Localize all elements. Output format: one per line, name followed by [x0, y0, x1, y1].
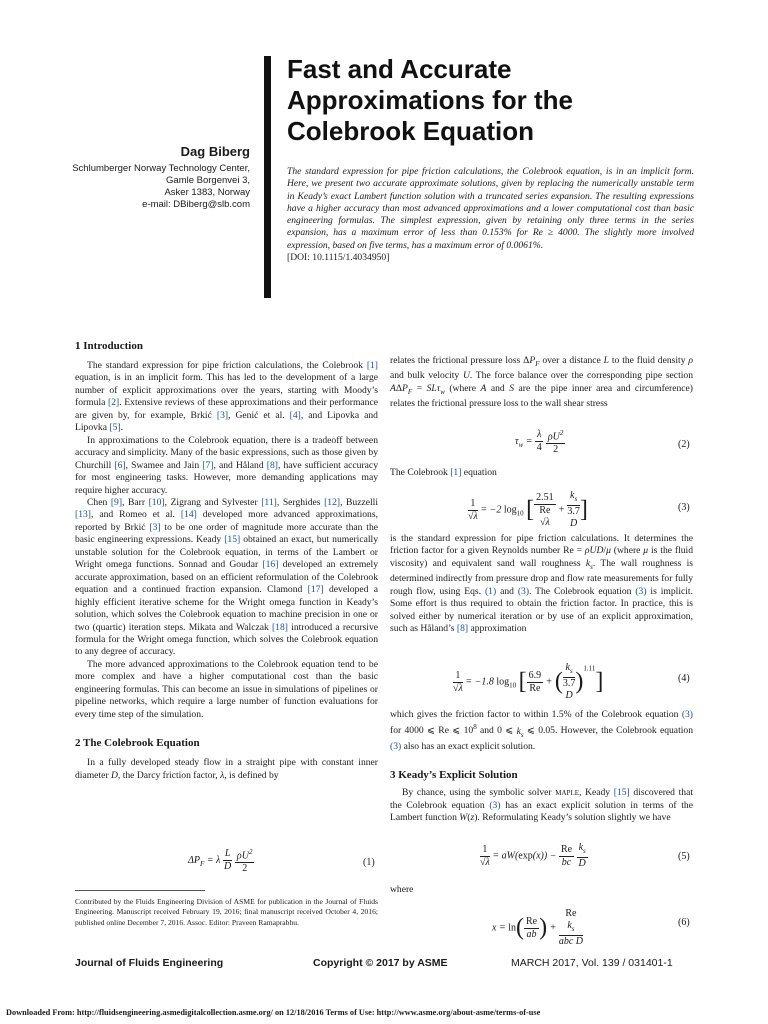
title-line-1: Fast and Accurate — [287, 54, 512, 84]
section-heading-colebrook: 2 The Colebrook Equation — [75, 737, 200, 750]
footer-copyright: Copyright © 2017 by ASME — [313, 957, 448, 969]
abstract — [287, 166, 694, 264]
title-bar — [264, 56, 271, 298]
paragraph: The standard expression for pipe friction calculations, the Colebrook [1] equation, is in an implicit form. This has led to the development of a large number of explicit approximations over the years, starting with Moody’s formula [2]. Extensive reviews of these approximations and their performance are given by, for example, Brkić [3], Genić et al. [4], and Lipovka and Lipovka [5]. — [75, 360, 378, 434]
author-name: Dag Biberg — [180, 144, 250, 159]
right-column-top — [390, 355, 693, 411]
colebrook-intro — [390, 467, 693, 479]
equation-number: (3) — [678, 502, 690, 513]
paragraph: is the standard expression for pipe friction calculations. It determines the friction factor for a given Reynolds number Re = ρUD/μ (where μ is the fluid viscosity) and equivalent sand wall roughness $k_s$. The wall roughness is determined indirectly from pressure drop and flow rate measurements for fully rough flow, using Eqs. (1) and (3). The Colebrook equation (3) is implicit. Some effort is thus required to obtain the friction factor. In practice, this is solved either by numerical iteration or by use of an explicit approximation, such as Håland’s [8] approximation — [390, 533, 694, 635]
footer-journal: Journal of Fluids Engineering — [75, 957, 224, 969]
paragraph: relates the frictional pressure loss $\Delta P_F$ over a distance L to the fluid density ρ and bulk velocity U. The force balance over the corresponding pipe section $A\Delta P_F = SL\tau_w$ (where A and S are the pipe inner area and circumference) relates the frictional pressure loss to the wall shear stress — [390, 355, 693, 410]
equation-4: $\frac{1}{√\lambda}$ = −1.8 $\log_{10}$ [ $\frac{6.9}{Re}$ + ( $k_s$ 3.7 D )$^{1.11}$] — [453, 662, 604, 701]
where-label: where — [390, 884, 414, 895]
author-affiliation-1: Schlumberger Norway Technology Center, — [72, 163, 250, 174]
equation-number: (2) — [678, 439, 690, 450]
section-heading-intro: 1 Introduction — [75, 340, 143, 352]
author-block — [72, 144, 250, 211]
equation-1: $\Delta P_F = \lambda$ $\frac{L}{D}$ $\frac{\rho U^2}{2}$ — [188, 848, 253, 875]
equation-number: (5) — [678, 851, 690, 862]
download-line[interactable]: Downloaded From: http://fluidsengineering.asmedigitalcollection.asme.org/ on 12/18/2016 Terms of Use: http://www.asme.org/about-asme/terms-of-use — [6, 1008, 541, 1017]
title-line-2: Approximations for the — [287, 85, 574, 115]
equation-2: $\tau_w$ = $\frac{\lambda}{4}$ $\frac{\rho U^2}{2}$ — [515, 429, 564, 456]
paragraph: The Colebrook [1] equation — [390, 467, 497, 478]
paragraph: In approximations to the Colebrook equation, there is a tradeoff between accuracy and simplicity. Many of the basic expressions, such as those given by Churchill [6], Swamee and Jain [7], and Håland [8], have sufficient accuracy for most engineering tasks. However, more demanding applications may require higher accuracy. — [75, 434, 378, 496]
paragraph: The more advanced approximations to the Colebrook equation tend to be more complex and have a higher computational cost than the basic engineering formulas. This can become an issue in simulations of pipelines or pipeline networks, which require a large number of function evaluations for every time step of the simulation. — [75, 658, 378, 720]
author-affiliation-3: Asker 1383, Norway — [164, 187, 250, 198]
right-column-mid — [390, 533, 693, 636]
paragraph: which gives the friction factor to within 1.5% of the Colebrook equation (3) for 4000 ⩽ Re ⩽ $10^8$ and 0 ⩽ $k_s$ ⩽ 0.05. However, the Colebrook equation (3) also has an exact explicit solution. — [390, 709, 693, 752]
right-column-mid2 — [390, 709, 693, 825]
footer-issue: MARCH 2017, Vol. 139 / 031401-1 — [511, 957, 673, 969]
author-email: e-mail: DBiberg@slb.com — [142, 199, 250, 210]
author-affiliation-2: Gamle Borgenvei 3, — [166, 175, 250, 186]
equation-number: (6) — [678, 917, 690, 928]
equation-5: $\frac{1}{√\lambda}$ = aW(exp(x)) − $\frac{Re}{bc}$ $\frac{k_s}{D}$ — [480, 842, 586, 869]
left-column — [75, 340, 378, 782]
section-heading-keady: 3 Keady’s Explicit Solution — [390, 769, 518, 782]
title-line-3: Colebrook Equation — [287, 116, 534, 146]
equation-3: $\frac{1}{√\lambda}$ = −2 $\log_{10}$ [ 2.51 Re √λ + $k_s$ 3.7 D ] — [468, 490, 588, 529]
footnote: Contributed by the Fluids Engineering Division of ASME for publication in the Journal of Fluids Engineering. Manuscript received February 19, 2016; final manuscript received October 4, 2016; published online December 7, 2016. Assoc. Editor: Praveen Ramaprabhu. — [75, 897, 378, 927]
equation-6: x = ln( $\frac{Re}{ab}$ ) + Re $k_s$ abc D — [492, 908, 584, 947]
footnote-rule — [75, 890, 205, 891]
paper-title — [287, 54, 573, 147]
equation-number: (1) — [363, 857, 375, 868]
doi[interactable]: [DOI: 10.1115/1.4034950] — [287, 252, 390, 264]
paragraph: By chance, using the symbolic solver maple, Keady [15] discovered that the Colebrook equation (3) has an exact explicit solution in terms of the Lambert function W(z). Reformulating Keady’s solution slightly we have — [390, 787, 693, 824]
paragraph: In a fully developed steady flow in a straight pipe with constant inner diameter D, the Darcy friction factor, λ, is defined by — [75, 757, 378, 781]
abstract-text: The standard expression for pipe friction calculations, the Colebrook equation, is in an implicit form. Here, we present two accurate approximate solutions, given by replacing the numerically unstable term in Keady’s exact Lambert function solution with a truncated series expansion. The resulting expressions have a higher accuracy than most advanced approximations and a lower computational cost than basic engineering formulas. The simplest expression, given by retaining only three terms in the series expansion, has a maximum error of less than 0.153% for Re ≥ 4000. The slightly more involved expression, based on five terms, has a maximum error of 0.0061%. — [287, 166, 694, 251]
paragraph: Chen [9], Barr [10], Zigrang and Sylvester [11], Serghides [12], Buzzelli [13], and Romeo et al. [14] developed more advanced approximations, reported by Brkić [3] to be one order of magnitude more accurate than the basic engineering expressions. Keady [15] obtained an exact, but numerically unstable solution for the Colebrook equation, in terms of the Lambert or Wright omega functions. Sonnad and Goudar [16] developed an extremely accurate approximation, based on an efficient reformulation of the Colebrook equation and a continued fraction expansion. Clamond [17] developed a highly efficient iterative scheme for the Wright omega function in Keady’s solution, which solves the Colebrook equation to machine precision in one or two (quartic) iteration steps. Mikata and Walczak [18] introduced a recursive formula for the Wright omega function, which solves the Colebrook equation to any degree of accuracy. — [75, 496, 379, 658]
equation-number: (4) — [678, 673, 690, 684]
